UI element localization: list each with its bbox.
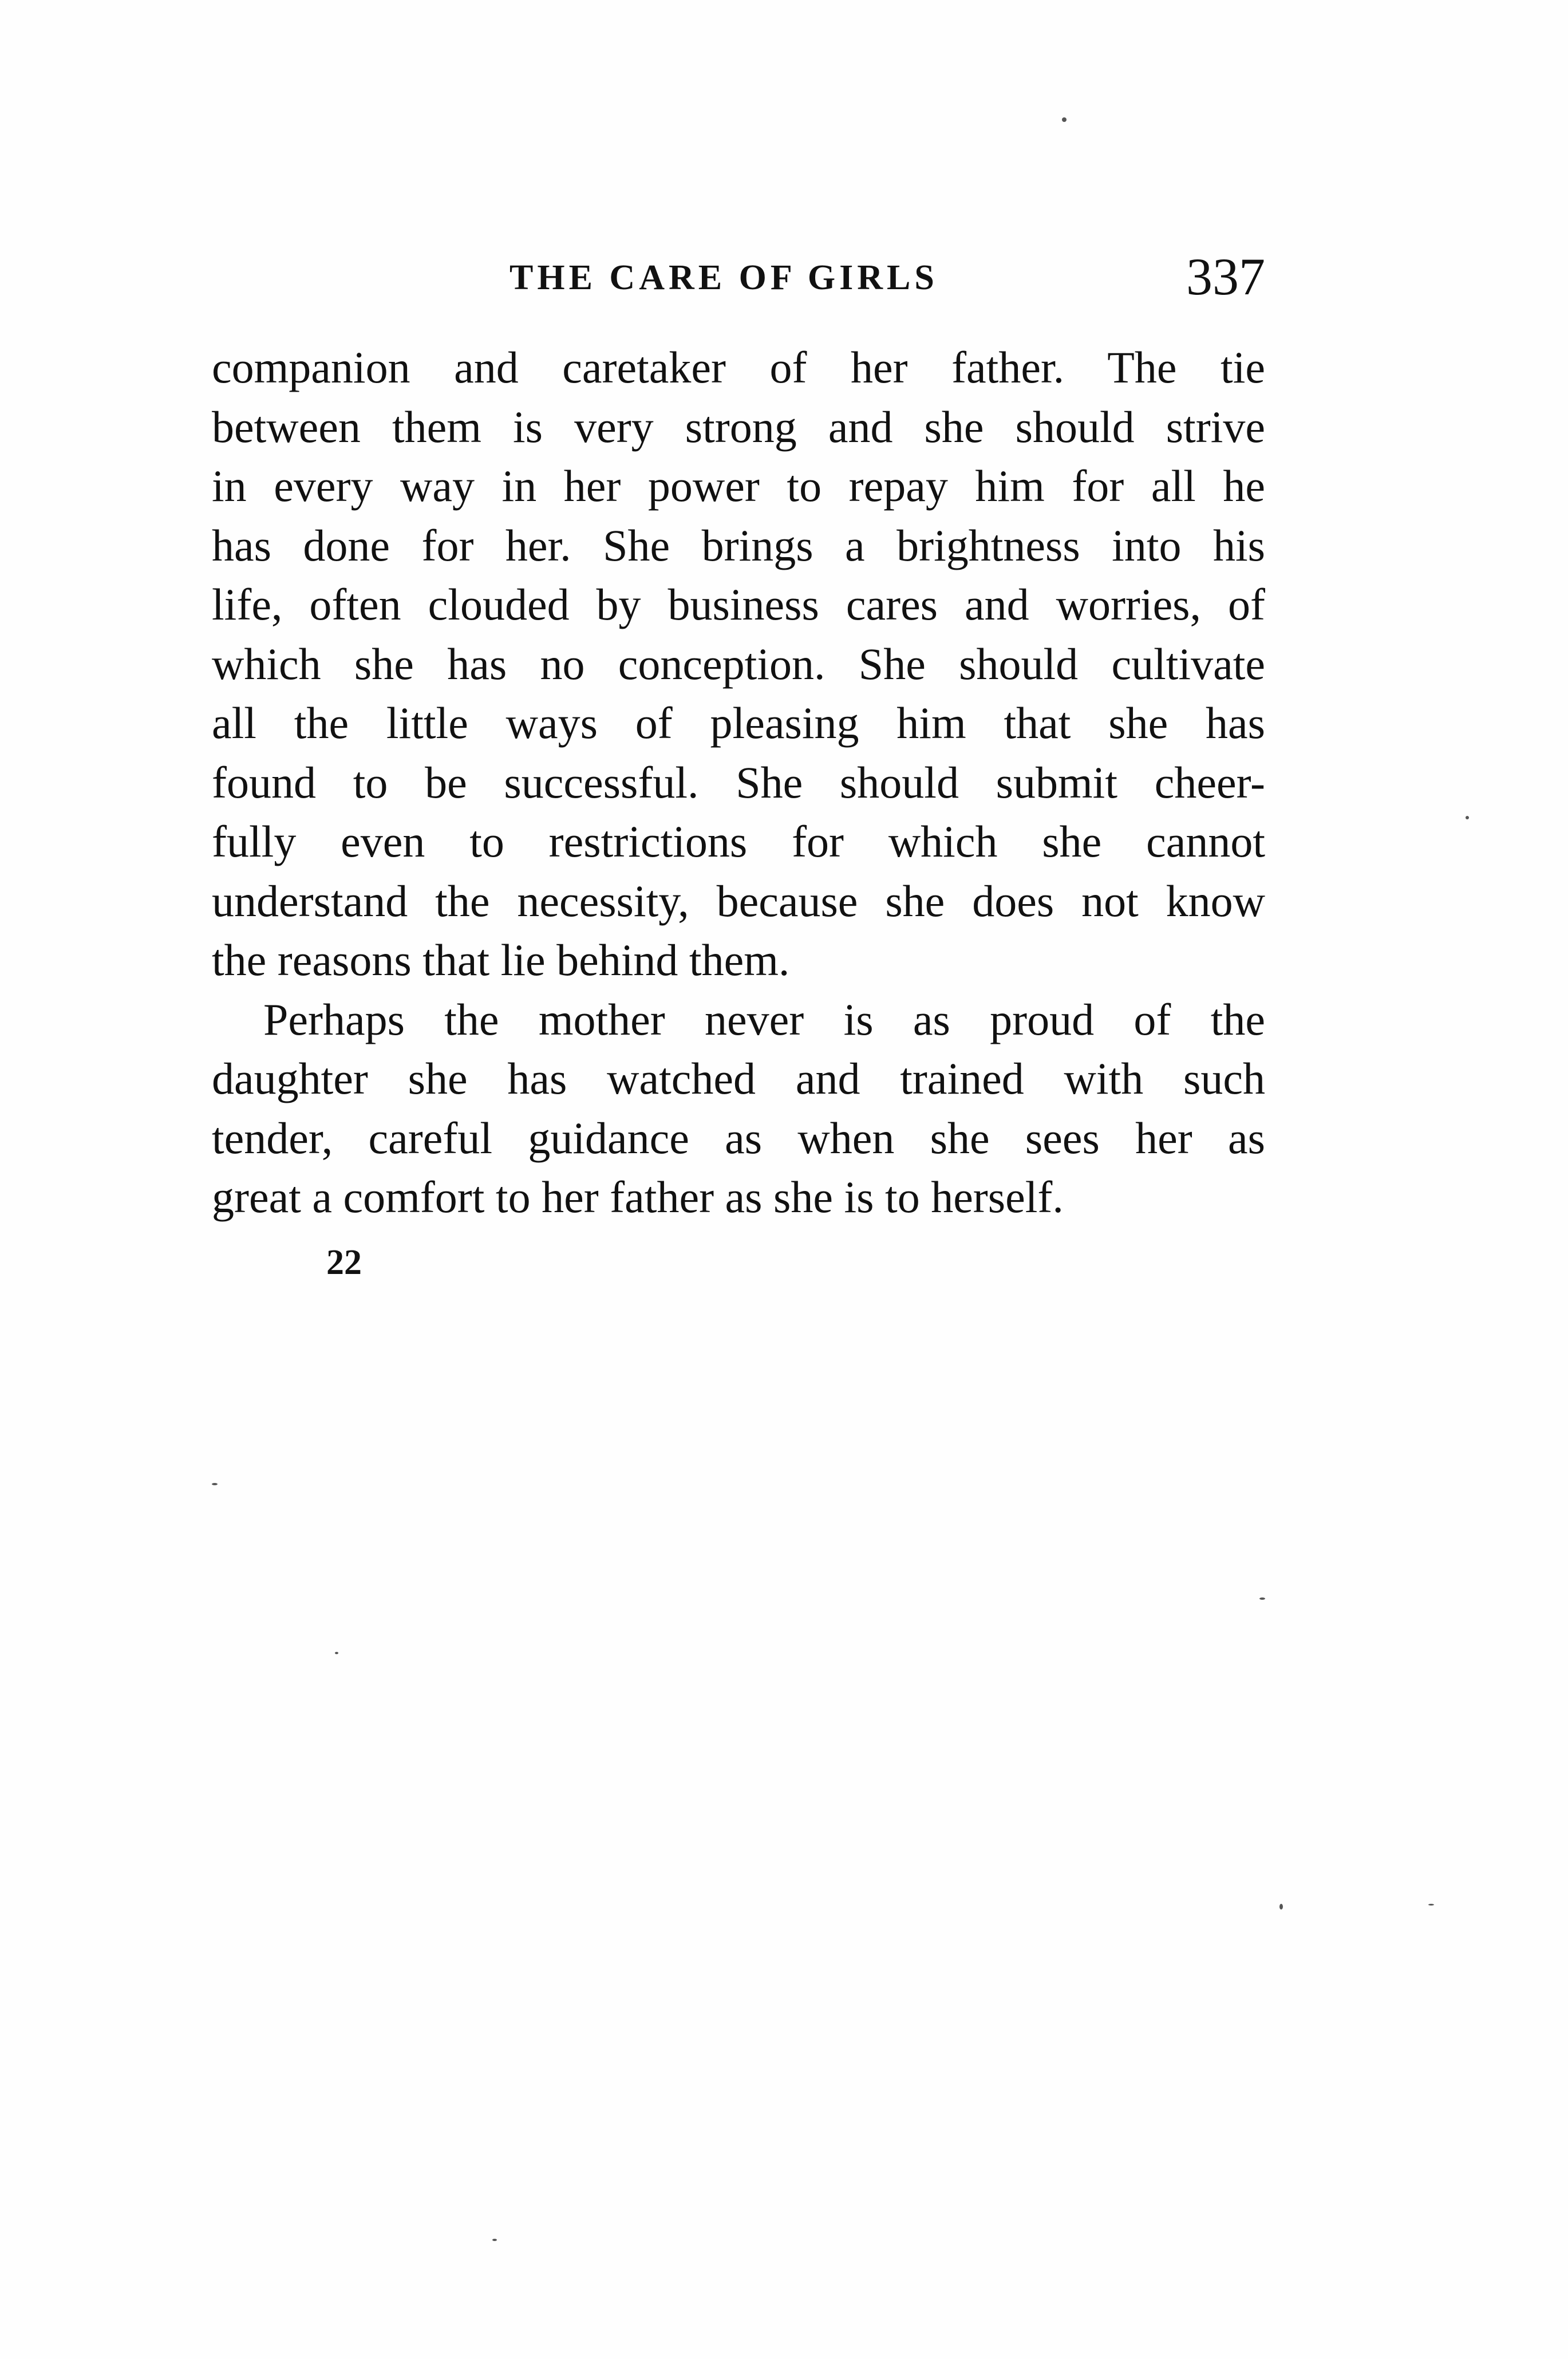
print-speck [492,2239,497,2241]
text-line: companion and caretaker of her father. The tie [212,342,1265,392]
print-speck [1279,1904,1283,1910]
text-line: daughter she has watched and trained with such [212,1054,1265,1103]
body-text [212,338,1265,1227]
text-line: Perhaps the mother never is as proud of the [263,994,1265,1044]
text-line: between them is very strong and she should strive [212,401,1265,452]
page-number: 337 [1186,247,1265,306]
print-speck [1466,816,1469,819]
running-title: THE CARE OF GIRLS [509,258,938,297]
text-line: life, often clouded by business cares and worries, of [212,579,1265,629]
paragraph-1 [212,338,1265,990]
signature-mark: 22 [326,1243,362,1282]
text-line: has done for her. She brings a brightness into his [212,520,1265,570]
text-line: which she has no conception. She should cultivate [212,638,1265,689]
text-line: tender, careful guidance as when she sees her as [212,1113,1265,1163]
print-speck [212,1483,218,1485]
print-speck [1428,1904,1434,1906]
paragraph-2 [212,990,1265,1227]
print-speck [335,1652,338,1654]
text-line: found to be successful. She should submit cheer- [212,757,1265,807]
text-line: understand the necessity, because she does not know [212,875,1265,926]
running-head [212,246,1265,315]
text-line: the reasons that lie behind them. [212,935,790,985]
text-line: in every way in her power to repay him for all he [212,461,1265,511]
print-speck [1062,117,1067,122]
text-line: fully even to restrictions for which she cannot [212,816,1265,866]
print-speck [1259,1597,1265,1600]
text-line: great a comfort to her father as she is to herself. [212,1172,1064,1222]
text-line: all the little ways of pleasing him that she has [212,698,1265,748]
